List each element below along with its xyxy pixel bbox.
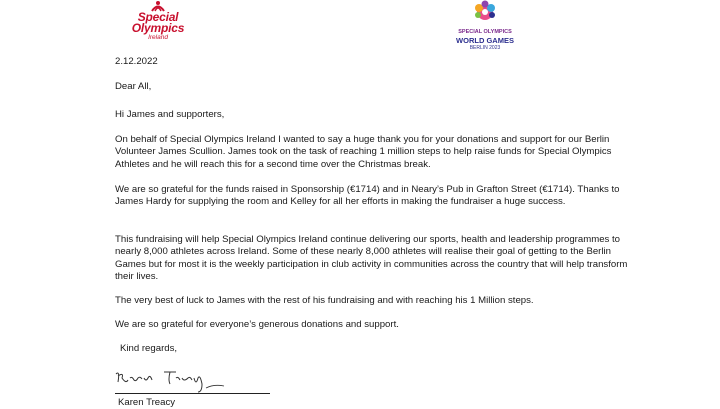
handwritten-signature (112, 366, 232, 394)
letter-date: 2.12.2022 (115, 56, 158, 67)
letter-paragraph: We are so grateful for the funds raised in Sponsorship (€1714) and in Neary’s Pub in Grafton Street (€1714). Thanks to James Hardy for supplying the room and Kelley for all her efforts in making the fundraiser a huge success. (115, 184, 620, 208)
letter-paragraph: This fundraising will help Special Olympics Ireland continue delivering our sports, health and leadership programmes to nearly 8,000 athletes across Ireland. Some of these nearly 8,000 athletes will realise their goal of getting to the Berlin Games but for most it is the weekly participation in club activity in communities across the country that will help transform their lives. (115, 234, 628, 282)
letter-paragraph: On behalf of Special Olympics Ireland I wanted to say a huge thank you for your donations and support for our Berlin Volunteer James Scullion. James took on the task of reaching 1 million steps to help raise funds for Special Olympics Athletes and he will reach this for a second time over the Christmas break. (115, 134, 612, 170)
right-logo-line2: WORLD GAMES (456, 36, 514, 45)
letter-paragraph: We are so grateful for everyone’s generous donations and support. (115, 319, 399, 330)
signer-name: Karen Treacy (118, 397, 176, 408)
right-logo-line3: BERLIN 2023 (469, 45, 501, 51)
special-olympics-ireland-logo (128, 0, 188, 44)
left-logo-subtitle: Ireland (148, 34, 168, 41)
world-games-berlin-logo (450, 0, 520, 51)
signature-line (115, 393, 270, 394)
letter-salutation: Hi James and supporters, (115, 109, 225, 120)
letter-paragraph: The very best of luck to James with the rest of his fundraising and with reaching his 1 Million steps. (115, 295, 534, 306)
right-logo-line1: SPECIAL OLYMPICS (458, 29, 512, 35)
left-logo-name: Special Olympics (131, 10, 185, 35)
world-games-emblem-icon (467, 0, 503, 22)
letter-greeting: Dear All, (115, 81, 152, 92)
letter-closing: Kind regards, (120, 343, 178, 354)
